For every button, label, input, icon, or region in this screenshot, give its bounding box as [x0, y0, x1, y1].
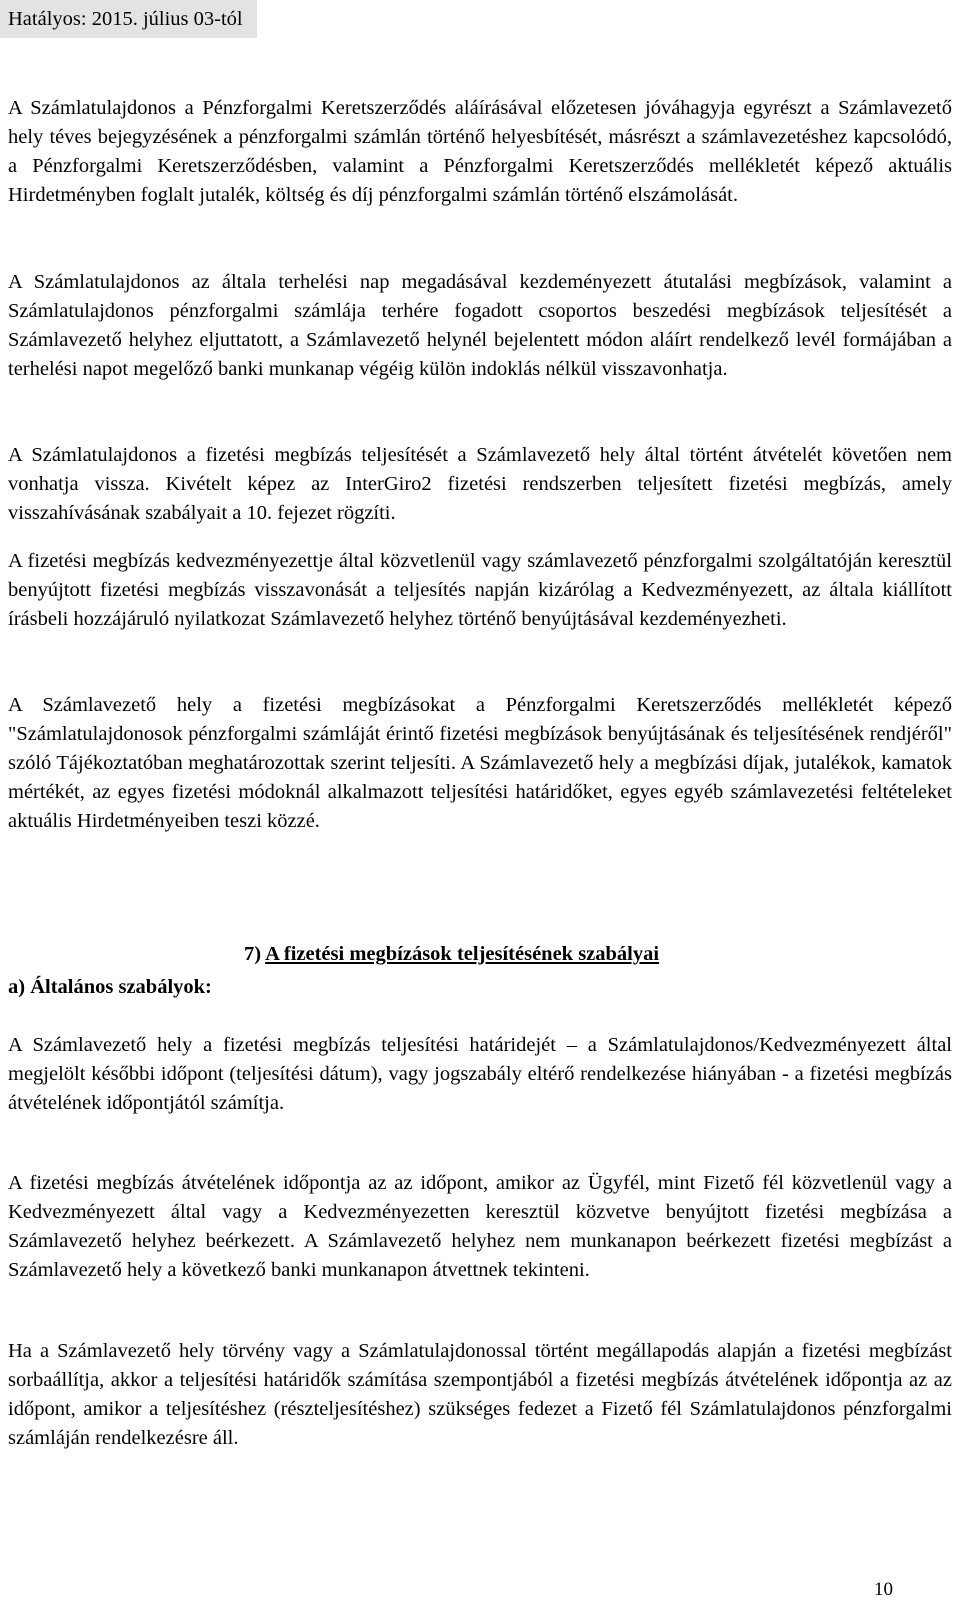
paragraph-queued-orders: Ha a Számlavezető hely törvény vagy a Számlatulajdonossal történt megállapodás alapján a fizetési megbízást sorbaállítja, akkor a teljesítési határidők számítása szempontjából a fizetési megbízás átvételének időpontja az az időpont, amikor a teljesítéshez (részteljesítéshez) szükséges fedezet a Fizető fél Számlatulajdonos pénzforgalmi számláján rendelkezésre áll.: [8, 1340, 952, 1449]
section-7-heading: [244, 940, 659, 969]
paragraph-no-revocation-after-receipt: A Számlatulajdonos a fizetési megbízás teljesítését a Számlavezető hely által történt átvételét követően nem vonhatja vissza. Kivételt képez az InterGiro2 fizetési rendszerben teljesített fizetési megbízás, amely visszahívásának szabályait a 10. fejezet rögzíti.: [8, 444, 952, 524]
paragraph-revocation-by-debit-date: A Számlatulajdonos az általa terhelési nap megadásával kezdeményezett átutalási megbízások, valamint a Számlatulajdonos pénzforgalmi számlája terhére fogadott csoportos beszedési megbízások teljesítését a Számlavezető helyhez eljuttatott, a Számlavezető helynél bejelentett módon aláírt rendelkező levél formájában a terhelési napot megelőző banki munkanap végéig külön indoklás nélkül visszavonhatja.: [8, 271, 952, 380]
effective-date-text: Hatályos: 2015. július 03-tól: [8, 8, 243, 30]
paragraph-beneficiary-revocation: A fizetési megbízás kedvezményezettje által közvetlenül vagy számlavezető pénzforgalmi szolgáltatóján keresztül benyújtott fizetési megbízás visszavonását a teljesítés napján kizárólag a Kedvezményezett, az általa kiállított írásbeli hozzájáruló nyilatkozat Számlavezető helyhez történő benyújtásával kezdeményezheti.: [8, 550, 952, 630]
paragraph-receipt-time: A fizetési megbízás átvételének időpontja az az időpont, amikor az Ügyfél, mint Fizető fél közvetlenül vagy a Kedvezményezett által vagy a Kedvezményezetten keresztül közvetve benyújtott fizetési megbízása a Számlavezető helyhez beérkezett. A Számlavezető helyhez nem munkanapon beérkezett fizetési megbízást a Számlavezető hely a következő banki munkanapon átvettnek tekinteni.: [8, 1172, 952, 1281]
paragraph-execution-rules: A Számlavezető hely a fizetési megbízásokat a Pénzforgalmi Keretszerződés mellékletét képező "Számlatulajdonosok pénzforgalmi számláját érintő fizetési megbízások benyújtásának és teljesítésének rendjéről" szóló Tájékoztatóban meghatározottak szerint teljesíti. A Számlavezető hely a megbízási díjak, jutalékok, kamatok mértékét, az egyes fizetési módoknál alkalmazott teljesítési határidőket, egyes egyéb számlavezetési feltételeket aktuális Hirdetményeiben teszi közzé.: [8, 694, 952, 832]
paragraph-prior-approval: A Számlatulajdonos a Pénzforgalmi Keretszerződés aláírásával előzetesen jóváhagyja egyrészt a Számlavezető hely téves bejegyzésének a pénzforgalmi számlán történő helyesbítését, másrészt a számlavezetéshez kapcsolódó, a Pénzforgalmi Keretszerződésben, valamint a Pénzforgalmi Keretszerződés mellékletét képező aktuális Hirdetményben foglalt jutalék, költség és díj pénzforgalmi számlán történő elszámolását.: [8, 97, 952, 206]
subsection-a-heading: a) Általános szabályok:: [8, 976, 212, 998]
section-7-title: A fizetési megbízások teljesítésének szabályai: [265, 943, 660, 965]
page-number: 10: [874, 1579, 893, 1600]
section-7-number: 7): [244, 943, 262, 965]
paragraph-execution-deadline: A Számlavezető hely a fizetési megbízás teljesítési határidejét – a Számlatulajdonos/Kedvezményezett által megjelölt későbbi időpont (teljesítési dátum), vagy jogszabály eltérő rendelkezése hiányában - a fizetési megbízás átvételének időpontjától számítja.: [8, 1034, 952, 1114]
effective-date-header: [0, 0, 257, 38]
